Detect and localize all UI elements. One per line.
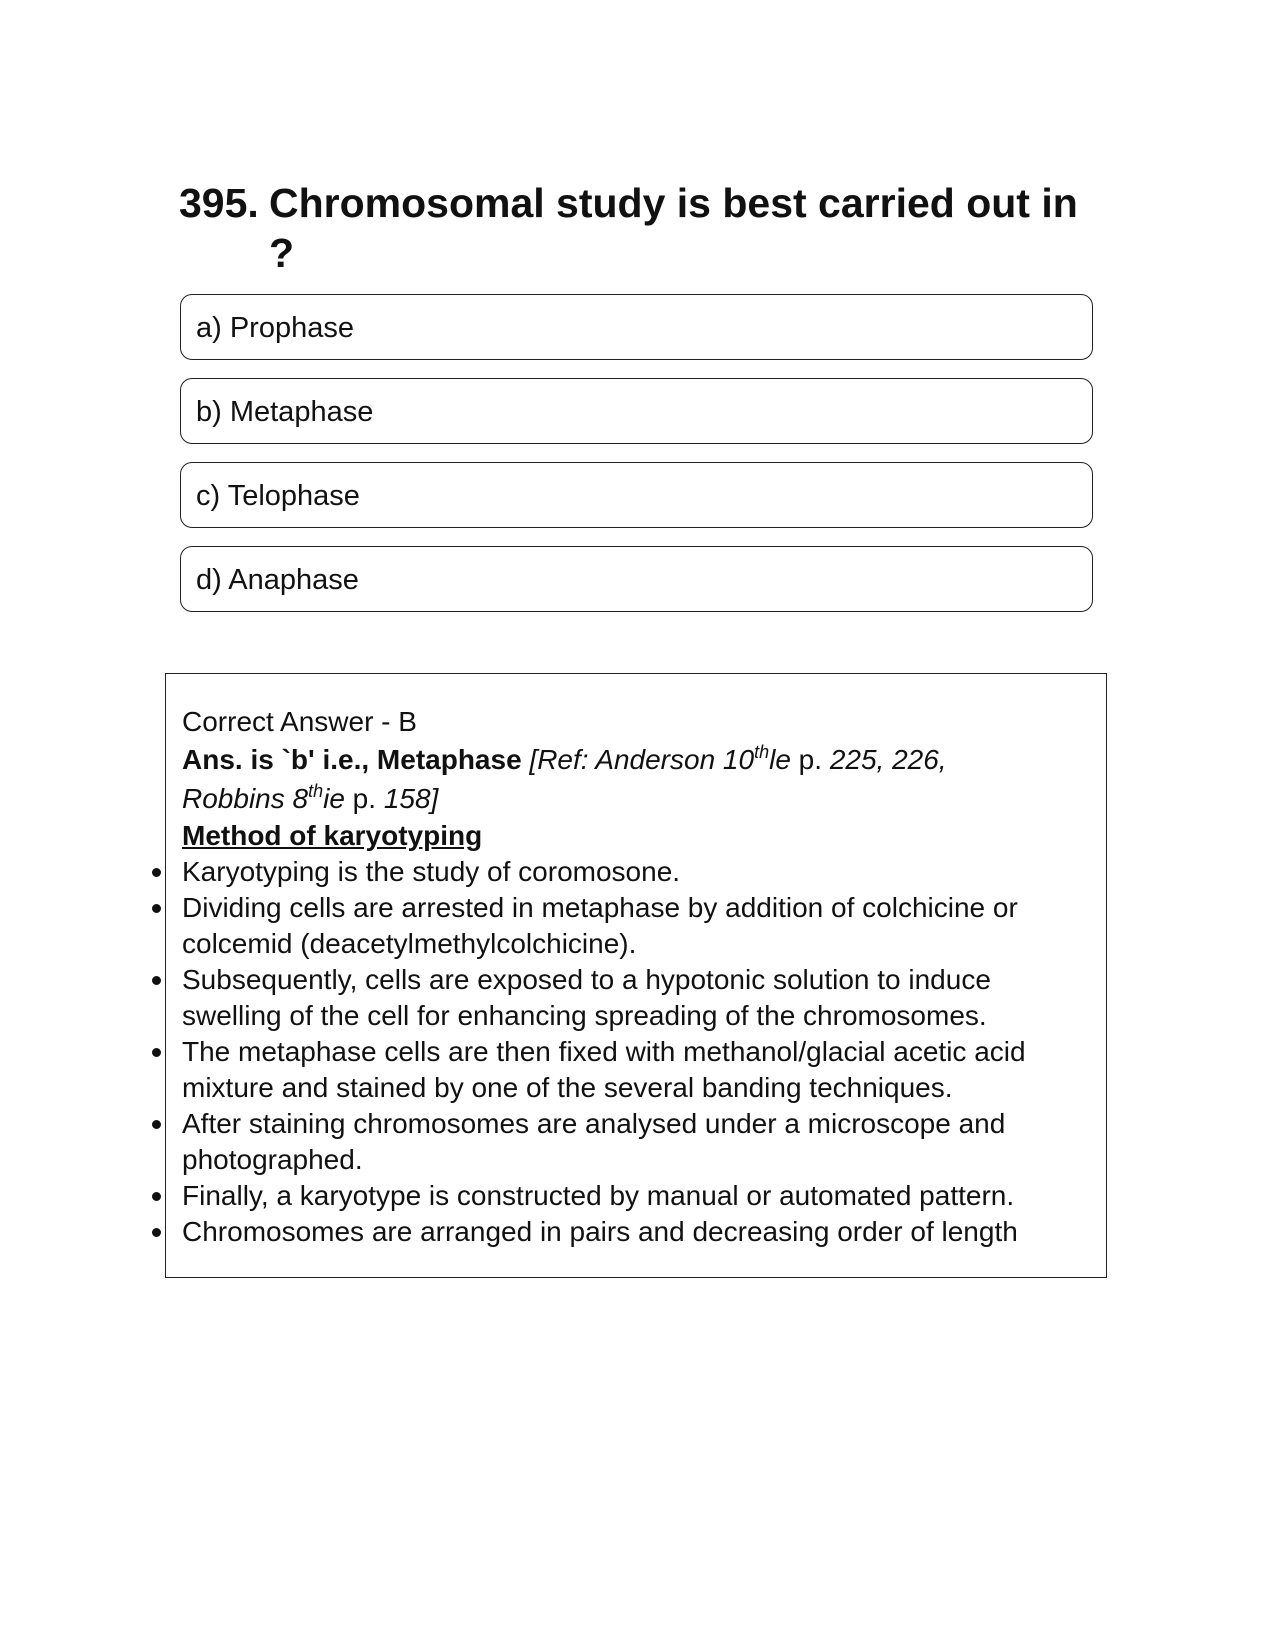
option-d[interactable]: d) Anaphase bbox=[180, 546, 1093, 612]
section-heading: Method of karyotyping bbox=[182, 820, 483, 851]
list-item: The metaphase cells are then fixed with methanol/glacial acetic acid mixture and stained by one of the several banding techniques. bbox=[182, 1034, 1092, 1106]
reference-robbins-pages: 158] bbox=[383, 783, 439, 814]
answer-statement: Ans. is `b' i.e., Metaphase bbox=[182, 744, 522, 775]
reference-anderson-sup: th bbox=[754, 742, 770, 762]
reference-robbins-edition: ie bbox=[323, 783, 345, 814]
list-item: Finally, a karyotype is constructed by manual or automated pattern. bbox=[182, 1178, 1092, 1214]
list-item: Chromosomes are arranged in pairs and decreasing order of length bbox=[182, 1214, 1092, 1250]
question-heading bbox=[179, 178, 1079, 278]
list-item: Subsequently, cells are exposed to a hypotonic solution to induce swelling of the cell for enhancing spreading of the chromosomes. bbox=[182, 962, 1092, 1034]
list-item: After staining chromosomes are analysed under a microscope and photographed. bbox=[182, 1106, 1092, 1178]
list-item: Karyotyping is the study of coromosone. bbox=[182, 854, 1092, 890]
reference-page-label: p. bbox=[790, 744, 830, 775]
list-item: Dividing cells are arrested in metaphase by addition of colchicine or colcemid (deacetylmethylcolchicine). bbox=[182, 890, 1092, 962]
question-text: Chromosomal study is best carried out in ? bbox=[269, 180, 1078, 276]
question-number: 395. bbox=[179, 180, 259, 226]
answer-explanation-box bbox=[165, 673, 1107, 1278]
option-a[interactable]: a) Prophase bbox=[180, 294, 1093, 360]
reference-anderson-pages: 225, 226, bbox=[829, 744, 947, 775]
reference-robbins: Robbins 8 bbox=[182, 783, 309, 814]
option-b[interactable]: b) Metaphase bbox=[180, 378, 1093, 444]
reference-anderson: [Ref: Anderson 10 bbox=[529, 744, 755, 775]
reference-anderson-edition: le bbox=[769, 744, 791, 775]
reference-page-label-2: p. bbox=[344, 783, 384, 814]
karyotyping-steps-list bbox=[182, 854, 1092, 1250]
answer-content bbox=[182, 704, 1092, 1250]
answer-reference-line bbox=[182, 740, 1092, 818]
reference-robbins-sup: th bbox=[308, 781, 324, 801]
option-c[interactable]: c) Telophase bbox=[180, 462, 1093, 528]
correct-answer-line: Correct Answer - B bbox=[182, 706, 417, 737]
